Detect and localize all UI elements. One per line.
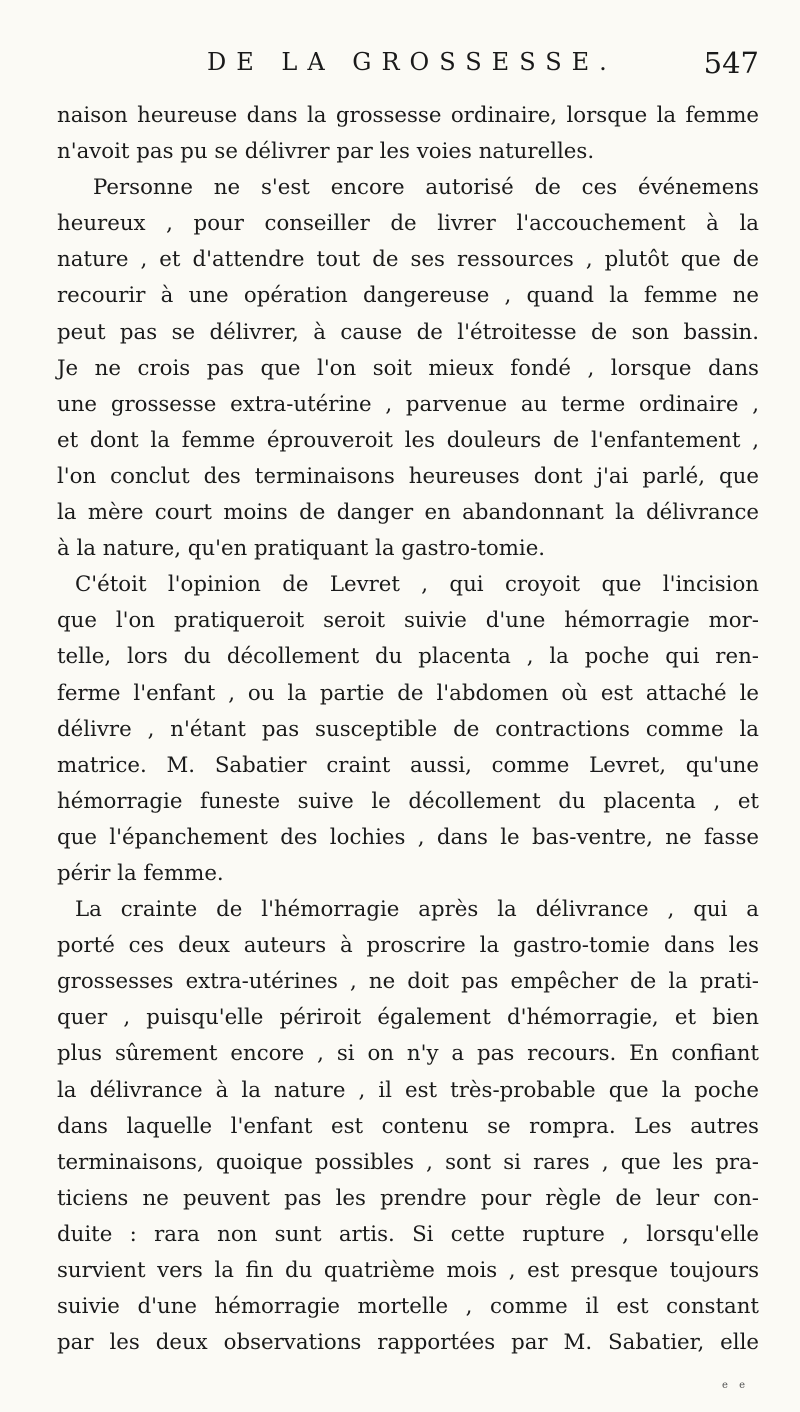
text-line: que l'on pratiqueroit seroit suivie d'une hémorragie mor- [57,608,759,634]
page-header [57,48,759,88]
text-line: la mère court moins de danger en abandonnant la délivrance [57,500,759,526]
text-line: la délivrance à la nature , il est très-probable que la poche [57,1077,759,1103]
text-line: grossesses extra-utérines , ne doit pas empêcher de la prati- [57,969,759,995]
text-line: Personne ne s'est encore autorisé de ces événemens [93,175,759,201]
text-line: C'étoit l'opinion de Levret , qui croyoit que l'incision [75,572,759,598]
text-line: duite : rara non sunt artis. Si cette rupture , lorsqu'elle [57,1221,759,1247]
text-line: que l'épanchement des lochies , dans le bas-ventre, ne fasse [57,824,759,850]
body-text [57,98,759,1361]
text-line: à la nature, qu'en pratiquant la gastro-tomie. [57,536,546,562]
text-line: telle, lors du décollement du placenta , la poche qui ren- [57,644,759,670]
text-line: quer , puisqu'elle périroit également d'hémorragie, et bien [57,1005,759,1031]
text-line: plus sûrement encore , si on n'y a pas recours. En confiant [57,1041,759,1067]
text-line: périr la femme. [57,860,224,886]
text-line: hémorragie funeste suive le décollement du placenta , et [57,788,759,814]
text-line: naison heureuse dans la grossesse ordinaire, lorsque la femme [57,103,759,128]
text-line: l'on conclut des terminaisons heureuses dont j'ai parlé, que [57,463,759,489]
text-line: nature , et d'attendre tout de ses ressources , plutôt que de [57,247,759,273]
text-line: ticiens ne peuvent pas les prendre pour règle de leur con- [57,1185,759,1211]
text-line: La crainte de l'hémorragie après la délivrance , qui a [75,897,759,923]
text-line: une grossesse extra-utérine , parvenue au terme ordinaire , [57,391,759,417]
running-head: DE LA GROSSESSE. [207,48,617,76]
text-line: terminaisons, quoique possibles , sont si rares , que les pra- [57,1149,759,1175]
book-page [57,0,759,1412]
text-line: peut pas se délivrer, à cause de l'étroitesse de son bassin. [57,319,759,345]
text-line: ferme l'enfant , ou la partie de l'abdomen où est attaché le [57,680,759,706]
text-line: porté ces deux auteurs à proscrire la gastro-tomie dans les [57,933,759,959]
text-line: dans laquelle l'enfant est contenu se rompra. Les autres [57,1113,759,1139]
text-line: et dont la femme éprouveroit les douleurs de l'enfantement , [57,427,759,453]
text-line: par les deux observations rapportées par M. Sabatier, elle [57,1330,759,1356]
text-line: survient vers la fin du quatrième mois , est presque toujours [57,1258,759,1283]
text-line: suivie d'une hémorragie mortelle , comme il est constant [57,1294,759,1320]
text-line: recourir à une opération dangereuse , quand la femme ne [57,283,759,309]
text-line: matrice. M. Sabatier craint aussi, comme Levret, qu'une [57,752,759,778]
signature-mark: e e [721,1380,749,1391]
page-number: 547 [703,46,759,80]
text-line: heureux , pour conseiller de livrer l'accouchement à la [57,211,759,237]
text-line: Je ne crois pas que l'on soit mieux fondé , lorsque dans [57,355,759,381]
text-line: délivre , n'étant pas susceptible de contractions comme la [57,716,759,742]
text-line: n'avoit pas pu se délivrer par les voies naturelles. [57,139,595,165]
